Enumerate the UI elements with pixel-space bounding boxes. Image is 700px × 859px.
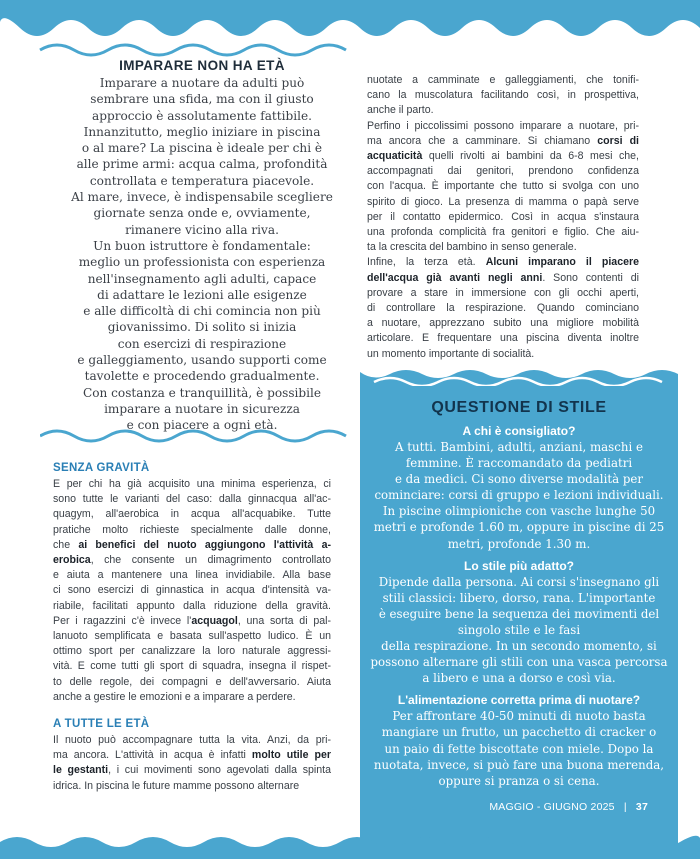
text-run: riabile, facilitati appunto dalla riduzione della gravità.: [53, 599, 331, 612]
text-run: provare a stare in immersione con gli occhi aperti,: [367, 286, 639, 299]
text-line: [367, 164, 639, 179]
intro-box: [52, 58, 352, 434]
divider-wave: [40, 422, 350, 452]
sidebar-title: QUESTIONE DI STILE: [431, 399, 607, 416]
intro-line: e con piacere a ogni età.: [126, 418, 278, 433]
senza-gravita-text: [53, 477, 331, 705]
text-run: idrica. In piscina le future mamme possono alternare: [53, 779, 300, 792]
text-run: vità. E come tutti gli sport di squadra, insegna il rispet-: [53, 660, 331, 673]
sidebar-answer-line: un paio di fette biscottate con miele. Dopo la: [384, 741, 654, 756]
text-run: per il contatto epidermico. Così in acqua s'instaura: [367, 210, 639, 223]
text-run: lanuoto semplificata e basata sull'aspetto ludico. È un: [53, 630, 331, 643]
text-run: con l'acqua. È importante che tutto si svolga con uno: [367, 180, 639, 193]
intro-line: di adattare le lezioni alle esigenze: [97, 287, 307, 302]
intro-line: e galleggiamento, usando supporti come: [77, 353, 327, 368]
page-footer: [489, 801, 648, 813]
intro-line: giovanissimo. Di solito si inizia: [107, 320, 297, 335]
sidebar-answer-line: a libero e una a dorso e così via.: [422, 671, 616, 686]
text-line: [53, 629, 331, 644]
intro-title: IMPARARE NON HA ETÀ: [119, 58, 285, 73]
text-line: [367, 195, 639, 210]
section-heading-senza-gravita: SENZA GRAVITÀ: [53, 462, 150, 474]
tutte-eta-text: [53, 733, 331, 794]
text-line: [367, 149, 639, 164]
text-line: [367, 301, 639, 316]
text-run: ma ancora che a camminare. Si chiamano: [367, 134, 598, 147]
text-line: [53, 675, 331, 690]
text-run: ci sono esercizi di ginnastica in acqua d'intensità va-: [53, 584, 331, 597]
bold-text: dell'acqua già avanti negli anni: [367, 271, 543, 284]
text-run: ta la crescita del bambino in senso generale.: [367, 241, 577, 254]
text-line: [367, 331, 639, 346]
bold-text: le gestanti: [53, 764, 109, 777]
intro-line: sembrare una sfida, ma con il giusto: [90, 92, 314, 107]
text-run: di controllare la respirazione. Quando cominciano: [367, 302, 639, 315]
text-line: [53, 507, 331, 522]
sidebar-answer-line: nuotata, invece, si può fare una buona merenda,: [373, 757, 665, 772]
text-line: [53, 492, 331, 507]
sidebar-answer-line: Dipende dalla persona. Ai corsi s'insegnano gli: [378, 574, 660, 589]
text-run: ma ancora. L'attività in acqua è infatti: [53, 749, 252, 762]
sidebar-answer-line: è eseguire bene la sequenza dei movimenti del: [378, 606, 660, 621]
right-column: [367, 73, 639, 362]
sidebar-answer-line: mangiare un frutto, un pacchetto di cracker o: [381, 725, 657, 740]
sidebar-answer-line: In piscine olimpioniche con vasche lunghe 50: [382, 504, 656, 519]
right-column-text: [367, 73, 639, 362]
sidebar-answer-line: della respirazione. In un secondo momento, si: [381, 639, 657, 654]
text-line: [53, 614, 331, 629]
text-run: Infine, la terza età.: [367, 256, 486, 269]
text-line: [53, 659, 331, 674]
text-run: , i cui movimenti sono agevolati dalla spinta: [108, 764, 331, 777]
questione-di-stile-content: [360, 397, 678, 789]
sidebar-answer-line: oppure si pranza o si cena.: [438, 773, 600, 788]
text-run: e aiuta a mantenere una linea invidiabile. Alla base: [53, 569, 331, 582]
text-line: [367, 347, 639, 362]
text-run: nuotate a camminate e galleggiamenti, che tonifi-: [367, 74, 639, 86]
text-run: ottimo sport per canalizzare la loro naturale aggressi-: [53, 645, 331, 658]
text-run: quagym, all'aerobica in acqua all'acquabike. Tutte: [53, 508, 331, 521]
sidebar-answer-line: femmine. È raccomandato da pediatri: [405, 456, 633, 471]
intro-line: Con costanza e tranquillità, è possibile: [82, 385, 322, 400]
top-wave-decoration: [0, 0, 700, 60]
text-run: accompagnati dai genitori, prendono confidenza: [367, 165, 639, 178]
text-line: [367, 286, 639, 301]
text-run: spirito di gioco. La presenza di mamma o papà serve: [367, 195, 639, 208]
intro-line: giornate senza onde e, ovviamente,: [93, 206, 311, 221]
bold-text: ai benefici del nuoto aggiungono l'attività a-: [78, 538, 331, 551]
text-line: [367, 103, 639, 118]
intro-line: alle prime armi: acqua calma, profondità: [76, 157, 328, 172]
text-line: [53, 583, 331, 598]
intro-line: meglio un professionista con esperienza: [78, 255, 326, 270]
bottom-wave-decoration: [0, 828, 700, 859]
text-run: quelli rivolti ai bambini da 6-8 mesi che,: [422, 150, 639, 163]
issue-date: MAGGIO - GIUGNO 2025: [489, 801, 615, 813]
text-run: anche a gestire le emozioni e a imparare a perdere.: [53, 690, 296, 703]
text-line: [53, 733, 331, 748]
text-line: [367, 240, 639, 255]
intro-line: con esercizi di respirazione: [117, 336, 287, 351]
sidebar-answer-line: possono alternare gli stili con una vasca percorsa: [370, 655, 668, 670]
text-line: [53, 538, 331, 553]
text-run: , che consente un dimagrimento controllato: [90, 554, 331, 567]
intro-line: controllata e temperatura piacevole.: [89, 173, 315, 188]
bold-text: corsi di: [597, 134, 639, 147]
text-run: pratiche molto richieste specialmente dalle donne,: [53, 523, 331, 536]
bold-text: acquagol: [191, 614, 238, 627]
text-line: [53, 763, 331, 778]
text-line: [367, 210, 639, 225]
text-line: [53, 523, 331, 538]
text-run: una profonda complicità fra genitori e figlio. Che aiu-: [367, 226, 639, 239]
sidebar-answer-line: e da medici. Ci sono diverse modalità per: [394, 472, 644, 487]
text-line: [53, 599, 331, 614]
text-run: sono tutte le varianti del caso: dalla ginnacqua all'ac-: [53, 493, 331, 506]
text-line: [367, 88, 639, 103]
text-run: Il nuoto può accompagnare tutta la vita. Anzi, da pri-: [53, 734, 331, 747]
sidebar-question: A chi è consigliato?: [462, 424, 576, 438]
text-line: [367, 225, 639, 240]
text-run: . Sono contenti di: [542, 271, 639, 284]
left-column: [53, 462, 331, 794]
text-run: E per chi ha già acquisito una minima esperienza, ci: [53, 478, 331, 490]
text-run: , una sorta di pal-: [237, 614, 331, 627]
text-line: [53, 644, 331, 659]
intro-line: o al mare? La piscina è ideale per chi è: [81, 141, 323, 156]
intro-line: approccio è assolutamente fattibile.: [92, 108, 312, 123]
bold-text: molto utile per: [251, 749, 331, 762]
bold-text: Alcuni imparano il piacere: [485, 256, 639, 269]
box-wave-top: [360, 362, 678, 386]
sidebar-answer-line: Per affrontare 40-50 minuti di nuoto basta: [392, 709, 646, 724]
sidebar-blocks: [360, 423, 678, 789]
sidebar-answer-line: cominciare: corsi di gruppo e lezioni individuali.: [374, 488, 664, 503]
text-run: anche il parto.: [367, 104, 434, 117]
text-run: un momento importante di socialità.: [367, 347, 535, 360]
text-line: [367, 316, 639, 331]
intro-line: rimanere vicino alla riva.: [125, 222, 279, 237]
intro-line: Al mare, invece, è indispensabile scegliere: [71, 190, 333, 205]
intro-line: nell'insegnamento agli adulti, capace: [87, 271, 317, 286]
footer-separator: |: [623, 801, 627, 813]
sidebar-answer-line: singolo stile e le fasi: [457, 622, 581, 637]
text-run: to delle regole, dei compagni e dell'avversario. Aiuta: [53, 675, 331, 688]
text-line: [367, 73, 639, 88]
text-line: [53, 553, 331, 568]
bold-text: erobica: [53, 554, 91, 567]
bold-text: acquaticità: [367, 150, 423, 163]
sidebar-answer-line: stili classici: libero, dorso, rana. L'importante: [382, 590, 656, 605]
sidebar-answer-line: metri, profonde 1.30 m.: [447, 536, 591, 551]
text-run: a nuotare, apprezzano subito una migliore mobilità: [367, 317, 639, 330]
text-line: [53, 779, 331, 794]
intro-line: tavolette e procedendo gradualmente.: [84, 369, 320, 384]
text-line: [53, 477, 331, 492]
text-run: Per i ragazzini c'è invece l': [53, 614, 192, 627]
intro-line: Imparare a nuotare da adulti può: [99, 76, 305, 90]
text-run: Perfino i piccolissimi possono imparare a nuotare, pri-: [367, 119, 639, 132]
intro-line: Un buon istruttore è fondamentale:: [93, 238, 311, 253]
text-line: [367, 255, 639, 270]
intro-text: [52, 75, 352, 434]
text-line: [367, 271, 639, 286]
text-run: cano la muscolatura facilitando così, in prospettiva,: [367, 89, 639, 102]
text-run: articolare. E frequentare una piscina diventa inoltre: [367, 332, 639, 345]
text-line: [53, 748, 331, 763]
intro-line: Innanzitutto, meglio iniziare in piscina: [83, 124, 321, 139]
text-line: [53, 690, 331, 705]
intro-line: imparare a nuotare in sicurezza: [104, 401, 300, 416]
text-line: [53, 568, 331, 583]
text-line: [367, 119, 639, 134]
sidebar-question: Lo stile più adatto?: [464, 558, 574, 573]
text-line: [367, 179, 639, 194]
page-number: 37: [635, 801, 648, 813]
sidebar-answer-line: A tutti. Bambini, adulti, anziani, maschi e: [395, 440, 643, 454]
sidebar-answer-line: metri e profonde 1.60 m, oppure in piscine di 25: [373, 520, 665, 535]
intro-line: e alle difficoltà di chi comincia non più: [83, 304, 321, 319]
text-run: che: [53, 538, 79, 551]
sidebar-question: L'alimentazione corretta prima di nuotare?: [397, 693, 641, 708]
text-line: [367, 134, 639, 149]
section-heading-tutte-eta: A TUTTE LE ETÀ: [53, 718, 150, 731]
